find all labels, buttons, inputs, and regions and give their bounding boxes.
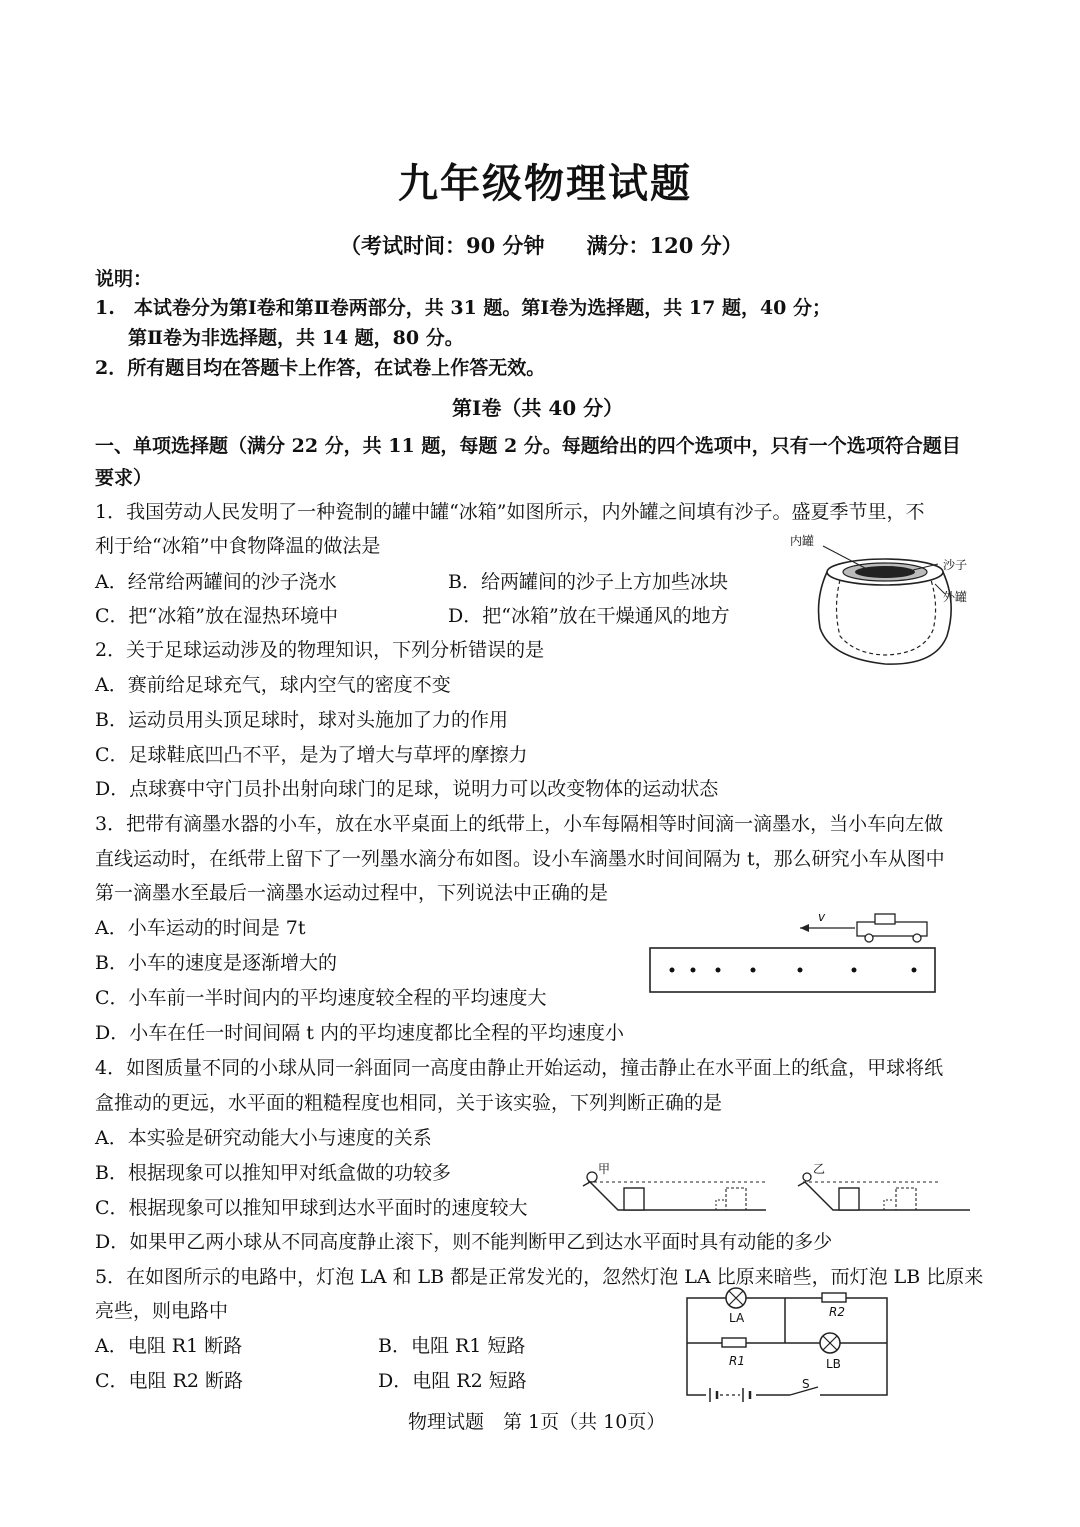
q5-option-d: D．电阻 R2 短路 (378, 1370, 527, 1392)
q4-option-d: D．如果甲乙两小球从不同高度静止滚下，则不能判断甲乙到达水平面时具有动能的多少 (95, 1231, 833, 1253)
resistor-r1-label: R1 (729, 1354, 745, 1368)
exam-info: （考试时间：90 分钟 满分：120 分） (340, 233, 743, 258)
circuit-diagram (680, 1285, 895, 1403)
q2-option-c: C．足球鞋底凹凸不平，是为了增大与草坪的摩擦力 (95, 744, 528, 766)
q3-option-c: C．小车前一半时间内的平均速度较全程的平均速度大 (95, 987, 547, 1009)
q4-option-a: A．本实验是研究动能大小与速度的关系 (95, 1127, 432, 1149)
ink-drop (852, 968, 857, 973)
ink-drop (751, 968, 756, 973)
pot-in-pot-figure (785, 528, 990, 673)
lamp-a-label: LA (729, 1311, 745, 1325)
q1-option-b: B．给两罐间的沙子上方加些冰块 (448, 571, 728, 593)
q2-stem: 2．关于足球运动涉及的物理知识，下列分析错误的是 (95, 639, 545, 661)
part1-heading-cont: 要求） (95, 467, 153, 489)
q5-option-b: B．电阻 R1 短路 (378, 1335, 526, 1357)
fig-label-outer: 外罐 (943, 590, 968, 604)
q3-stem-cont2: 第一滴墨水至最后一滴墨水运动过程中，下列说法中正确的是 (95, 882, 609, 904)
q3-option-d: D．小车在任一时间间隔 t 内的平均速度都比全程的平均速度小 (95, 1022, 624, 1044)
ink-drop (912, 968, 917, 973)
note-1: 1. 本试卷分为第Ⅰ卷和第Ⅱ卷两部分，共 31 题。第Ⅰ卷为选择题，共 17 题，40 分； (95, 297, 832, 319)
q5-stem: 5．在如图所示的电路中，灯泡 LA 和 LB 都是正常发光的，忽然灯泡 LA 比原来暗些，而灯泡 LB 比原来 (95, 1266, 984, 1288)
q3-option-a: A．小车运动的时间是 7t (95, 917, 306, 939)
q5-option-c: C．电阻 R2 断路 (95, 1370, 244, 1392)
page-title: 九年级物理试题 (398, 160, 692, 207)
resistor-r2-label: R2 (829, 1305, 845, 1319)
q4-option-c: C．根据现象可以推知甲球到达水平面时的速度较大 (95, 1197, 528, 1219)
q5-option-a: A．电阻 R1 断路 (95, 1335, 243, 1357)
q3-option-b: B．小车的速度是逐渐增大的 (95, 952, 337, 974)
ink-drop (716, 968, 721, 973)
q2-option-b: B．运动员用头顶足球时，球对头施加了力的作用 (95, 709, 508, 731)
ball-yi-label: 乙 (813, 1162, 826, 1176)
q1-option-a: A．经常给两罐间的沙子浇水 (95, 571, 337, 593)
note-2: 2．所有题目均在答题卡上作答，在试卷上作答无效。 (95, 357, 546, 379)
ink-drop-figure (645, 910, 940, 996)
q2-option-d: D．点球赛中守门员扑出射向球门的足球，说明力可以改变物体的运动状态 (95, 778, 719, 800)
ink-drop (798, 968, 803, 973)
switch-label: S (802, 1377, 810, 1391)
note-1b: 第Ⅱ卷为非选择题，共 14 题，80 分。 (128, 327, 464, 349)
fig-label-inner: 内罐 (790, 534, 815, 548)
q4-stem-cont: 盒推动的更远，水平面的粗糙程度也相同，关于该实验，下列判断正确的是 (95, 1092, 723, 1114)
ink-drop (670, 968, 675, 973)
lamp-b-label: LB (826, 1357, 841, 1371)
q1-stem: 1．我国劳动人民发明了一种瓷制的罐中罐“冰箱”如图所示，内外罐之间填有沙子。盛夏季节里，不 (95, 501, 925, 523)
q2-option-a: A．赛前给足球充气，球内空气的密度不变 (95, 674, 451, 696)
q4-stem: 4．如图质量不同的小球从同一斜面同一高度由静止开始运动，撞击静止在水平面上的纸盒，甲球将纸 (95, 1057, 944, 1079)
ball-jia-label: 甲 (598, 1162, 611, 1176)
q1-stem-cont: 利于给“冰箱”中食物降温的做法是 (95, 535, 381, 557)
q1-option-d: D．把“冰箱”放在干燥通风的地方 (448, 605, 730, 627)
fig-label-sand: 沙子 (943, 558, 968, 572)
velocity-label: v (818, 910, 826, 924)
notes-heading: 说明： (95, 268, 153, 290)
part1-heading: 一、单项选择题（满分 22 分，共 11 题，每题 2 分。每题给出的四个选项中，只有一个选项符合题目 (95, 435, 961, 457)
incline-experiment-figure (578, 1160, 973, 1218)
q4-option-b: B．根据现象可以推知甲对纸盒做的功较多 (95, 1162, 451, 1184)
q3-stem-cont: 直线运动时，在纸带上留下了一列墨水滴分布如图。设小车滴墨水时间间隔为 t，那么研究小车从图中 (95, 848, 945, 870)
q3-stem: 3．把带有滴墨水器的小车，放在水平桌面上的纸带上，小车每隔相等时间滴一滴墨水，当小车向左做 (95, 813, 944, 835)
ink-drop (691, 968, 696, 973)
section-title: 第Ⅰ卷（共 40 分） (452, 396, 624, 420)
q5-stem-cont: 亮些，则电路中 (95, 1300, 229, 1322)
page-footer: 物理试题 第 1页（共 10页） (408, 1411, 666, 1433)
q1-option-c: C．把“冰箱”放在湿热环境中 (95, 605, 338, 627)
